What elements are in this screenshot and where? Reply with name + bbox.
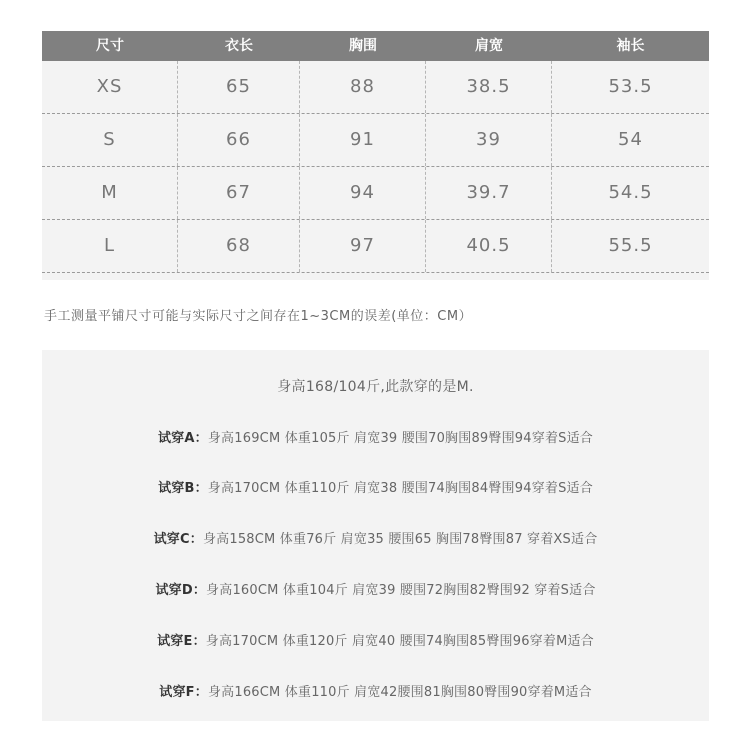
tryon-text: 身高170CM 体重110斤 肩宽38 腰围74胸围84臀围94穿着S适合 [207, 481, 593, 496]
measurement-note: 手工测量平铺尺寸可能与实际尺寸之间存在1~3CM的误差(单位：CM） [44, 309, 473, 324]
table-row [42, 114, 709, 167]
sleeve-cell: 55.5 [608, 235, 653, 256]
table-row [42, 61, 709, 114]
tryon-row [42, 477, 709, 496]
table-row [42, 167, 709, 220]
tryon-text: 身高160CM 体重104斤 肩宽39 腰围72胸围82臀围92 穿着S适合 [206, 583, 596, 598]
tryon-label: 试穿D： [155, 583, 207, 598]
tryon-label: 试穿B： [158, 481, 208, 496]
chest-cell: 97 [300, 220, 426, 272]
chest-cell: 88 [300, 61, 426, 113]
length-cell: 68 [178, 220, 300, 272]
sleeve-cell: 54 [618, 129, 643, 150]
tryon-panel [42, 350, 709, 721]
shoulder-cell: 40.5 [426, 220, 552, 272]
length-cell: 65 [178, 61, 300, 113]
shoulder-cell: 39 [426, 114, 552, 166]
tryon-row [42, 681, 709, 700]
header-sleeve: 袖长 [616, 38, 645, 54]
shoulder-cell: 39.7 [426, 167, 552, 219]
size-cell: L [42, 220, 178, 272]
table-row [42, 220, 709, 273]
tryon-row [42, 630, 709, 649]
tryon-label: 试穿E： [157, 634, 206, 649]
tryon-row [42, 528, 709, 547]
header-size: 尺寸 [96, 38, 124, 54]
tryon-text: 身高166CM 体重110斤 肩宽42腰围81胸围80臀围90穿着M适合 [207, 685, 592, 700]
shoulder-cell: 38.5 [426, 61, 552, 113]
size-table-body [42, 61, 709, 273]
tryon-text: 身高158CM 体重76斤 肩宽35 腰围65 胸围78臀围87 穿着XS适合 [202, 532, 598, 547]
size-cell: XS [42, 61, 178, 113]
length-cell: 67 [178, 167, 300, 219]
tryon-label: 试穿F： [159, 685, 208, 700]
size-table [42, 31, 709, 280]
sleeve-cell: 54.5 [608, 182, 653, 203]
tryon-label: 试穿C： [153, 532, 203, 547]
tryon-text: 身高169CM 体重105斤 肩宽39 腰围70胸围89臀围94穿着S适合 [207, 431, 593, 446]
model-info: 身高168/104斤,此款穿的是M. [277, 379, 474, 395]
chest-cell: 91 [300, 114, 426, 166]
size-cell: M [42, 167, 178, 219]
header-length: 衣长 [225, 38, 253, 54]
tryon-label: 试穿A： [157, 431, 208, 446]
header-chest: 胸围 [349, 38, 377, 54]
length-cell: 66 [178, 114, 300, 166]
size-cell: S [42, 114, 178, 166]
tryon-text: 身高170CM 体重120斤 肩宽40 腰围74胸围85臀围96穿着M适合 [205, 634, 594, 649]
chest-cell: 94 [300, 167, 426, 219]
header-shoulder: 肩宽 [475, 38, 503, 54]
tryon-row [42, 427, 709, 446]
tryon-row [42, 579, 709, 598]
size-table-header [42, 31, 709, 61]
sleeve-cell: 53.5 [608, 76, 653, 97]
